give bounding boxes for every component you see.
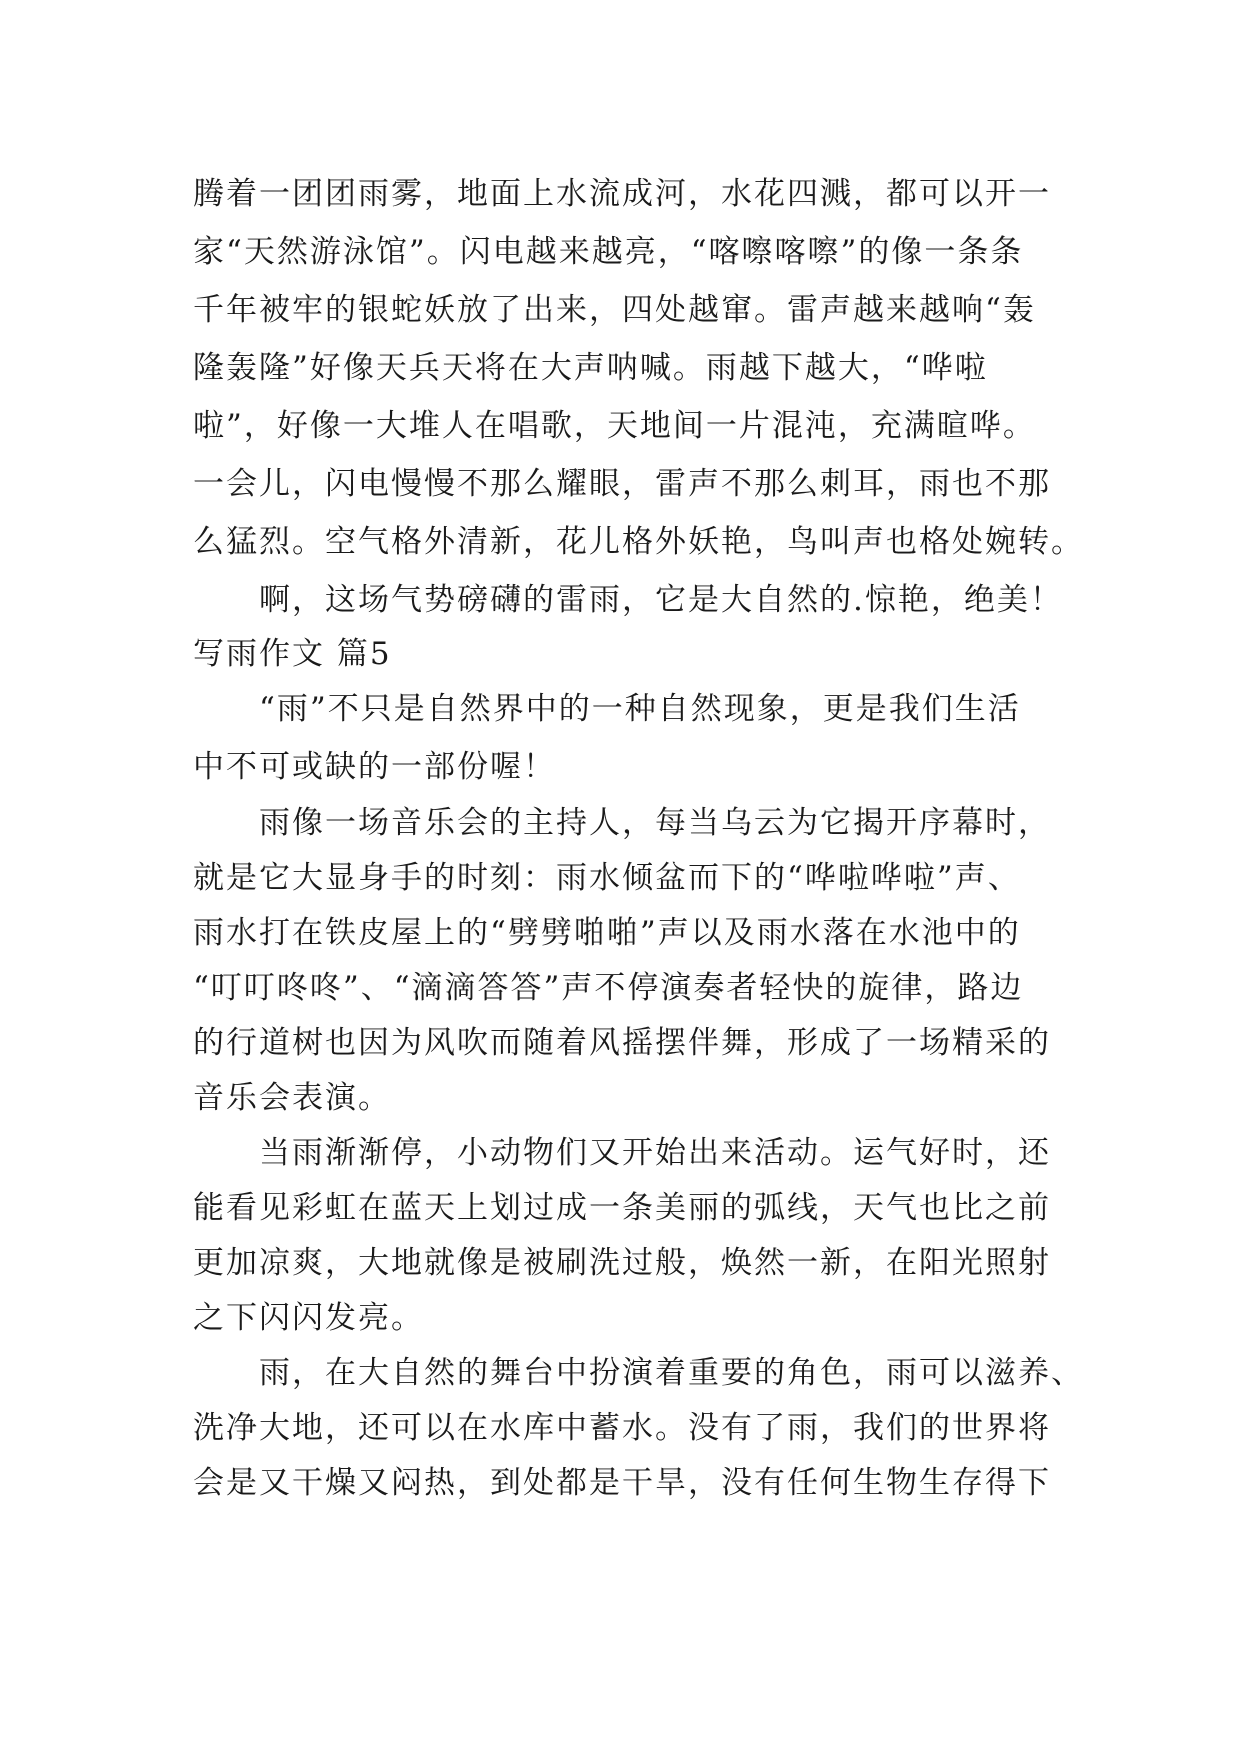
text-line: 音乐会表演。: [193, 1080, 391, 1116]
text-line: 雨，在大自然的舞台中扮演着重要的角色，雨可以滋养、: [193, 1355, 1084, 1391]
text-line: “叮叮咚咚”、“滴滴答答”声不停演奏者轻快的旋律，路边: [193, 970, 1024, 1006]
text-line: 腾着一团团雨雾，地面上水流成河，水花四溅，都可以开一: [193, 176, 1051, 212]
text-line: 雨像一场音乐会的主持人，每当乌云为它揭开序幕时，: [193, 805, 1051, 841]
text-line: 就是它大显身手的时刻：雨水倾盆而下的“哗啦哗啦”声、: [193, 860, 1021, 896]
text-line: 隆轰隆”好像天兵天将在大声呐喊。雨越下越大，“哗啦: [193, 350, 988, 386]
text-line: 能看见彩虹在蓝天上划过成一条美丽的弧线，天气也比之前: [193, 1190, 1051, 1226]
text-line: 一会儿，闪电慢慢不那么耀眼，雷声不那么刺耳，雨也不那: [193, 466, 1051, 502]
text-line: 么猛烈。空气格外清新，花儿格外妖艳，鸟叫声也格处婉转。: [193, 524, 1084, 560]
text-line: 更加凉爽，大地就像是被刷洗过般，焕然一新，在阳光照射: [193, 1245, 1051, 1281]
text-line: 千年被牢的银蛇妖放了出来，四处越窜。雷声越来越响“轰: [193, 292, 1036, 328]
text-line: 洗净大地，还可以在水库中蓄水。没有了雨，我们的世界将: [193, 1410, 1051, 1446]
text-line: 啦”，好像一大堆人在唱歌，天地间一片混沌，充满暄哗。: [193, 408, 1036, 444]
text-line: 啊，这场气势磅礴的雷雨，它是大自然的.惊艳，绝美！: [193, 582, 1063, 618]
text-line: 之下闪闪发亮。: [193, 1300, 424, 1336]
essay-text: [193, 165, 1084, 1511]
text-line: 当雨渐渐停，小动物们又开始出来活动。运气好时，还: [193, 1135, 1051, 1171]
text-line: 会是又干燥又闷热，到处都是干旱，没有任何生物生存得下: [193, 1465, 1051, 1501]
text-line: 中不可或缺的一部份喔！: [193, 749, 556, 785]
text-line: 的行道树也因为风吹而随着风摇摆伴舞，形成了一场精采的: [193, 1025, 1051, 1061]
section-heading: 写雨作文 篇5: [193, 636, 392, 672]
text-line: “雨”不只是自然界中的一种自然现象，更是我们生活: [193, 691, 1021, 727]
text-line: 雨水打在铁皮屋上的“劈劈啪啪”声以及雨水落在水池中的: [193, 915, 1021, 951]
text-line: 家“天然游泳馆”。闪电越来越亮，“喀嚓喀嚓”的像一条条: [193, 234, 1024, 270]
